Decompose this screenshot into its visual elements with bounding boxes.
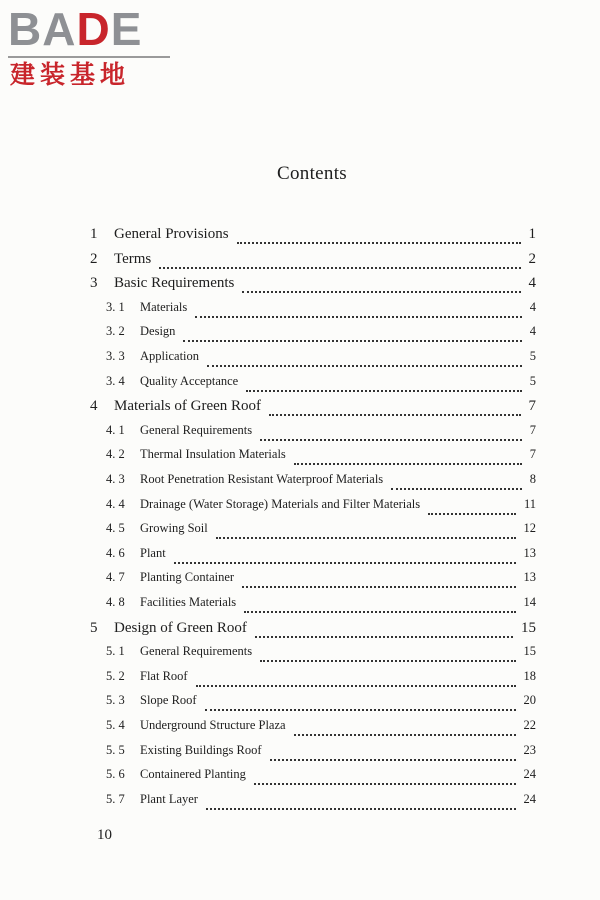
toc-entry-label: Containered Planting <box>140 767 246 782</box>
toc-entry-page: 18 <box>523 668 536 683</box>
toc-dot-leader <box>260 423 522 441</box>
toc-entry-page: 13 <box>523 545 536 560</box>
toc-entry-page: 2 <box>528 250 536 267</box>
toc-dot-leader <box>205 693 516 711</box>
toc-entry-number: 4. 5 <box>106 521 125 536</box>
toc-entry-number: 5 <box>90 619 98 636</box>
toc-entry-label: Facilities Materials <box>140 595 237 609</box>
toc-dot-leader <box>254 767 516 785</box>
toc-dot-leader <box>244 595 516 613</box>
toc-entry-label: Terms <box>114 250 152 267</box>
toc-entry-number: 5. 4 <box>106 718 125 732</box>
toc-dot-leader <box>270 743 516 761</box>
toc-entry-label: Plant <box>140 545 166 560</box>
toc-entry-number: 5. 1 <box>106 644 125 659</box>
toc-dot-leader <box>428 497 516 515</box>
toc-dot-leader <box>242 570 516 588</box>
toc-section-row[interactable] <box>0 472 600 496</box>
toc-chapter-row[interactable] <box>0 226 600 250</box>
toc-entry-number: 4. 3 <box>106 472 125 486</box>
logo-chinese-text: 建装基地 <box>10 60 131 89</box>
toc-entry-page: 7 <box>529 447 536 462</box>
toc-entry-number: 3. 1 <box>106 299 125 314</box>
toc-dot-leader <box>174 546 516 564</box>
toc-entry-page: 11 <box>523 496 536 511</box>
toc-entry-label: Slope Roof <box>140 693 197 708</box>
toc-entry-page: 24 <box>523 767 536 782</box>
toc-section-row[interactable] <box>0 767 600 791</box>
toc-dot-leader <box>294 447 522 465</box>
toc-entry-number: 3. 3 <box>106 349 125 363</box>
toc-entry-number: 5. 3 <box>106 693 125 708</box>
toc-section-row[interactable] <box>0 718 600 742</box>
toc-entry-number: 4. 6 <box>106 545 125 560</box>
toc-entry-page: 4 <box>529 324 536 339</box>
toc-entry-label: Design of Green Roof <box>114 619 247 636</box>
toc-section-row[interactable] <box>0 521 600 545</box>
toc-dot-leader <box>207 349 522 367</box>
toc-section-row[interactable] <box>0 374 600 398</box>
toc-dot-leader <box>260 644 516 662</box>
toc-entry-label: General Provisions <box>114 226 229 242</box>
toc-section-row[interactable] <box>0 693 600 717</box>
toc-dot-leader <box>294 718 516 736</box>
toc-dot-leader <box>246 374 522 392</box>
toc-entry-page: 15 <box>521 619 536 636</box>
toc-entry-number: 4. 2 <box>106 447 125 462</box>
toc-entry-label: Materials of Green Roof <box>114 398 262 415</box>
toc-section-row[interactable] <box>0 743 600 767</box>
toc-entry-page: 1 <box>528 226 536 242</box>
toc-section-row[interactable] <box>0 497 600 521</box>
toc-section-row[interactable] <box>0 349 600 373</box>
toc-section-row[interactable] <box>0 570 600 594</box>
toc-entry-number: 5. 5 <box>106 742 125 757</box>
toc-entry-page: 22 <box>523 718 536 732</box>
toc-entry-label: Materials <box>140 299 188 314</box>
toc-entry-label: Growing Soil <box>140 521 208 536</box>
toc-dot-leader <box>159 251 521 269</box>
toc-entry-label: Design <box>140 324 176 339</box>
toc-entry-number: 3. 2 <box>106 324 125 339</box>
toc-section-row[interactable] <box>0 669 600 693</box>
logo-divider <box>8 56 170 58</box>
toc-entry-number: 4. 8 <box>106 595 125 609</box>
toc-dot-leader <box>242 275 521 293</box>
toc-entry-number: 5. 7 <box>106 791 125 806</box>
toc-section-row[interactable] <box>0 447 600 471</box>
toc-dot-leader <box>255 620 513 638</box>
toc-entry-page: 12 <box>523 521 536 536</box>
toc-chapter-row[interactable] <box>0 251 600 275</box>
toc-entry-label: Plant Layer <box>140 791 198 806</box>
toc-entry-label: Planting Container <box>140 570 235 585</box>
toc-dot-leader <box>183 324 522 342</box>
page-number: 10 <box>97 827 112 843</box>
toc-dot-leader <box>206 792 516 810</box>
toc-entry-label: Root Penetration Resistant Waterproof Materials <box>140 472 384 486</box>
toc-entry-label: General Requirements <box>140 422 253 437</box>
toc-dot-leader <box>391 472 522 490</box>
toc-entry-page: 8 <box>529 472 536 486</box>
toc-dot-leader <box>269 398 521 416</box>
toc-entry-page: 5 <box>529 349 536 363</box>
toc-entry-number: 5. 2 <box>106 668 125 683</box>
toc-chapter-row[interactable] <box>0 398 600 422</box>
toc-section-row[interactable] <box>0 644 600 668</box>
toc-chapter-row[interactable] <box>0 275 600 299</box>
toc-section-row[interactable] <box>0 546 600 570</box>
toc-entry-page: 20 <box>523 693 536 708</box>
toc-chapter-row[interactable] <box>0 620 600 644</box>
toc-entry-page: 5 <box>529 373 536 388</box>
toc-entry-page: 7 <box>529 422 536 437</box>
toc-entry-label: Underground Structure Plaza <box>140 718 286 732</box>
toc-section-row[interactable] <box>0 423 600 447</box>
toc-entry-number: 4. 4 <box>106 496 125 511</box>
toc-entry-number: 3. 4 <box>106 373 125 388</box>
toc-entry-label: Basic Requirements <box>114 275 235 292</box>
toc-entry-label: General Requirements <box>140 644 253 659</box>
toc-entry-page: 4 <box>529 299 536 314</box>
logo-wordmark: BADE <box>8 3 143 55</box>
toc-entry-number: 4. 7 <box>106 570 125 585</box>
toc-entry-label: Quality Acceptance <box>140 373 239 388</box>
toc-entry-page: 24 <box>523 791 536 806</box>
toc-entry-number: 2 <box>90 250 98 267</box>
toc-section-row[interactable] <box>0 300 600 324</box>
toc-entry-page: 23 <box>523 742 536 757</box>
toc-dot-leader <box>195 300 522 318</box>
toc-entry-label: Application <box>140 349 200 363</box>
bade-logo <box>8 4 178 94</box>
toc-dot-leader <box>237 226 521 244</box>
toc-entry-page: 4 <box>528 275 536 292</box>
toc-entry-page: 7 <box>528 398 536 415</box>
toc-entry-page: 14 <box>523 595 536 609</box>
toc-entry-page: 15 <box>523 644 536 659</box>
toc-entry-page: 13 <box>523 570 536 585</box>
toc-section-row[interactable] <box>0 595 600 619</box>
toc-entry-number: 4 <box>90 398 98 415</box>
toc-section-row[interactable] <box>0 792 600 816</box>
toc-entry-label: Existing Buildings Roof <box>140 742 262 757</box>
page-title: Contents <box>277 163 347 184</box>
toc-entry-label: Thermal Insulation Materials <box>140 447 286 462</box>
toc-dot-leader <box>216 521 516 539</box>
toc-entry-number: 5. 6 <box>106 767 125 782</box>
toc-entry-number: 1 <box>90 226 98 242</box>
toc-dot-leader <box>196 669 516 687</box>
toc-entry-number: 3 <box>90 275 98 292</box>
toc-section-row[interactable] <box>0 324 600 348</box>
toc-entry-label: Drainage (Water Storage) Materials and Filter Materials <box>140 496 421 511</box>
toc-entry-number: 4. 1 <box>106 422 125 437</box>
toc-entry-label: Flat Roof <box>140 668 188 683</box>
